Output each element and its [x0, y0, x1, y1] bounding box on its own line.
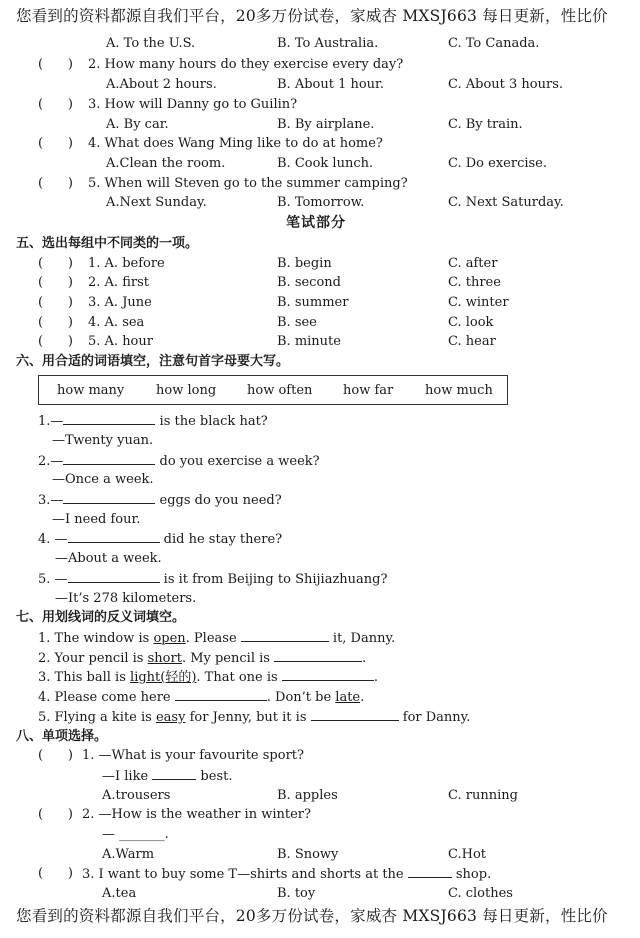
written-part-title: 笔试部分 — [286, 215, 346, 231]
answer-blank[interactable] — [282, 668, 374, 681]
word-bank-item: how long — [156, 383, 217, 398]
antonym-question — [38, 688, 364, 707]
answer-blank[interactable] — [175, 688, 267, 701]
word-bank-item: how many — [57, 383, 125, 398]
sentence-text: 2. Your pencil is — [38, 651, 148, 666]
question-text: — _______. — [102, 827, 169, 842]
answer-paren: ( ) — [38, 57, 73, 72]
option: B. To Australia. — [277, 36, 379, 51]
option: A.Next Sunday. — [106, 195, 207, 210]
option: C. By train. — [448, 117, 523, 132]
answer-blank[interactable] — [63, 412, 155, 425]
question-number: 2.— — [38, 454, 64, 469]
answer-blank[interactable] — [63, 491, 155, 504]
option: A.tea — [102, 886, 137, 901]
option: B. minute — [277, 334, 341, 349]
word-bank-item: how much — [425, 383, 493, 398]
fill-question — [38, 491, 282, 510]
option: B. About 1 hour. — [277, 77, 384, 92]
question-text: is the black hat? — [155, 414, 268, 429]
option: A. To the U.S. — [106, 36, 196, 51]
antonym-question — [38, 649, 366, 668]
answer-blank[interactable] — [241, 629, 329, 642]
question-text: 2. —How is the weather in winter? — [82, 807, 311, 822]
option: A.About 2 hours. — [106, 77, 217, 92]
answer-paren: ( ) — [38, 334, 73, 349]
underlined-word: easy — [155, 710, 186, 725]
antonym-question — [38, 708, 470, 727]
answer-blank[interactable] — [311, 708, 399, 721]
fill-question — [38, 570, 387, 589]
sentence-text: . My pencil is — [181, 651, 275, 666]
sentence-text: . — [373, 670, 378, 685]
option: B. second — [277, 275, 341, 290]
question-text — [102, 767, 232, 786]
option: C. About 3 hours. — [448, 77, 564, 92]
option: C. winter — [448, 295, 509, 310]
underlined-word: light(轻的) — [130, 670, 197, 685]
option: B. toy — [277, 886, 316, 901]
answer-blank[interactable] — [68, 570, 160, 583]
option: A.trousers — [102, 788, 171, 803]
section-8-title: 八、单项选择。 — [16, 729, 108, 744]
question-text — [82, 865, 491, 884]
sentence-text: . Don’t be — [266, 690, 336, 705]
option: B. Snowy — [277, 847, 339, 862]
question-text: 3. How will Danny go to Guilin? — [88, 97, 298, 112]
option: B. see — [277, 315, 317, 330]
sentence-text: shop. — [451, 867, 492, 882]
option: C. after — [448, 256, 498, 271]
antonym-question — [38, 629, 395, 648]
question-text: do you exercise a week? — [155, 454, 320, 469]
option: B. Tomorrow. — [277, 195, 365, 210]
fill-question — [38, 452, 320, 471]
fill-answer: —About a week. — [55, 551, 162, 566]
section-5-title: 五、选出每组中不同类的一项。 — [16, 236, 199, 251]
option: B. begin — [277, 256, 332, 271]
question-number: 3.— — [38, 493, 64, 508]
question-number: 1.— — [38, 414, 64, 429]
answer-paren: ( ) — [38, 807, 73, 822]
sentence-text: 4. Please come here — [38, 690, 175, 705]
question-text: is it from Beijing to Shijiazhuang? — [159, 572, 388, 587]
answer-blank[interactable] — [68, 530, 160, 543]
answer-paren: ( ) — [38, 256, 73, 271]
answer-paren: ( ) — [38, 315, 73, 330]
fill-answer: —Once a week. — [52, 472, 154, 487]
question-number: 4. — — [38, 532, 68, 547]
answer-paren: ( ) — [38, 748, 73, 763]
word-bank-item: how often — [247, 383, 313, 398]
watermark-bottom: 您看到的资料都源自我们平台，20多万份试卷，家威杏 MXSJ663 每日更新，性比价 — [16, 907, 608, 925]
sentence-text: . Please — [185, 631, 241, 646]
fill-answer: —It’s 278 kilometers. — [55, 591, 197, 606]
option: C. three — [448, 275, 501, 290]
sentence-text: 1. The window is — [38, 631, 154, 646]
answer-paren: ( ) — [38, 295, 73, 310]
option: C. To Canada. — [448, 36, 540, 51]
watermark-top: 您看到的资料都源自我们平台，20多万份试卷，家威杏 MXSJ663 每日更新，性比价 — [16, 7, 608, 25]
answer-paren: ( ) — [38, 866, 73, 881]
answer-paren: ( ) — [38, 136, 73, 151]
option: A. By car. — [106, 117, 169, 132]
underlined-word: short — [147, 651, 182, 666]
question-text: 1. —What is your favourite sport? — [82, 748, 304, 763]
underlined-word: open — [153, 631, 186, 646]
option: B. Cook lunch. — [277, 156, 374, 171]
fill-question — [38, 530, 282, 549]
answer-blank[interactable] — [408, 865, 452, 878]
fill-answer: —I need four. — [52, 512, 141, 527]
option: C. hear — [448, 334, 496, 349]
answer-blank[interactable] — [274, 649, 362, 662]
fill-question — [38, 412, 268, 431]
sentence-text: best. — [196, 769, 233, 784]
sentence-text: 5. Flying a kite is — [38, 710, 156, 725]
antonym-question — [38, 668, 378, 687]
sentence-text: . That one is — [196, 670, 282, 685]
sentence-text: for Danny. — [398, 710, 471, 725]
option: 5. A. hour — [88, 334, 153, 349]
question-text: 5. When will Steven go to the summer camping? — [88, 176, 408, 191]
section-6-title: 六、用合适的词语填空，注意句首字母要大写。 — [16, 354, 290, 369]
question-text: eggs do you need? — [155, 493, 282, 508]
option: A.Clean the room. — [106, 156, 226, 171]
word-bank-item: how far — [343, 383, 394, 398]
option: A.Warm — [102, 847, 155, 862]
sentence-text: for Jenny, but it is — [185, 710, 311, 725]
question-text: 4. What does Wang Ming like to do at home? — [88, 136, 383, 151]
option: C. Do exercise. — [448, 156, 547, 171]
sentence-text: . — [360, 690, 365, 705]
question-text: did he stay there? — [159, 532, 283, 547]
question-text: 2. How many hours do they exercise every day? — [88, 57, 404, 72]
option: C. running — [448, 788, 518, 803]
fill-answer: —Twenty yuan. — [52, 433, 154, 448]
answer-paren: ( ) — [38, 97, 73, 112]
sentence-text: 3. I want to buy some T—shirts and shorts at the — [82, 867, 408, 882]
option: C. Next Saturday. — [448, 195, 564, 210]
option: 2. A. first — [88, 275, 149, 290]
answer-paren: ( ) — [38, 176, 73, 191]
option: C. clothes — [448, 886, 513, 901]
question-number: 5. — — [38, 572, 68, 587]
option: B. By airplane. — [277, 117, 375, 132]
sentence-text: it, Danny. — [328, 631, 396, 646]
sentence-text: —I like — [102, 769, 153, 784]
option: 1. A. before — [88, 256, 165, 271]
section-7-title: 七、用划线词的反义词填空。 — [16, 610, 186, 625]
option: C.Hot — [448, 847, 487, 862]
option: 4. A. sea — [88, 315, 145, 330]
answer-blank[interactable] — [63, 452, 155, 465]
option: 3. A. June — [88, 295, 152, 310]
option: B. apples — [277, 788, 338, 803]
underlined-word: late — [335, 690, 361, 705]
answer-paren: ( ) — [38, 275, 73, 290]
sentence-text: 3. This ball is — [38, 670, 131, 685]
answer-blank[interactable] — [152, 767, 196, 780]
sentence-text: . — [362, 651, 367, 666]
option: B. summer — [277, 295, 349, 310]
option: C. look — [448, 315, 494, 330]
